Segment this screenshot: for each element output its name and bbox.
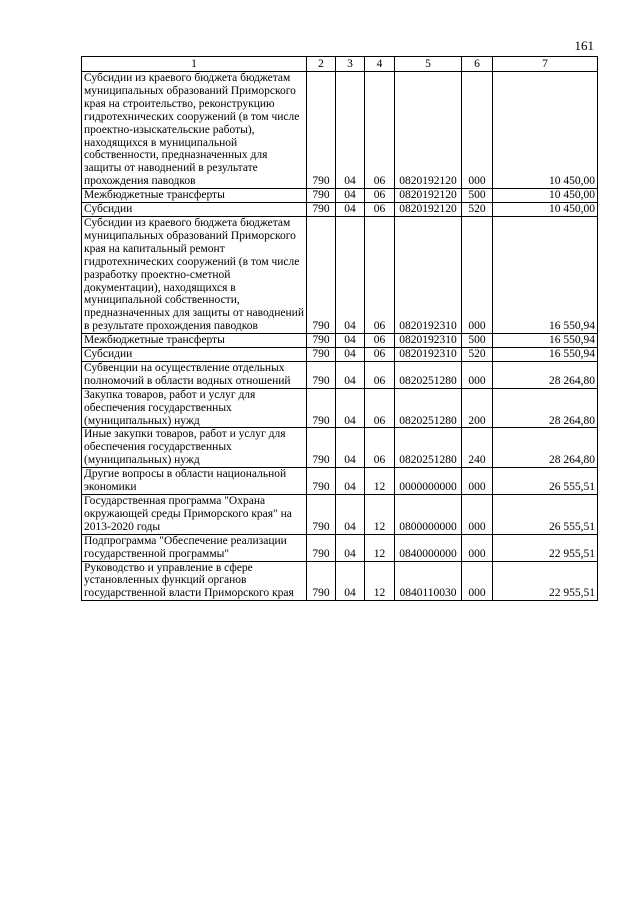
row-code-4-cell: 12: [365, 561, 395, 601]
header-row: [82, 57, 598, 72]
row-amount-cell: 10 450,00: [493, 189, 598, 203]
row-code-2-cell: 790: [307, 388, 336, 428]
row-code-6-cell: 500: [462, 189, 493, 203]
row-name-cell: Государственная программа "Охрана окружающей среды Приморского края" на 2013-2020 годы: [82, 495, 307, 535]
row-amount-cell: 16 550,94: [493, 348, 598, 362]
row-amount-cell: 16 550,94: [493, 216, 598, 333]
row-code-5-cell: 0820251280: [395, 388, 462, 428]
table-row: [82, 361, 598, 388]
budget-table: [81, 56, 598, 601]
row-code-2-cell: 790: [307, 561, 336, 601]
row-code-3-cell: 04: [336, 495, 365, 535]
table-row: [82, 468, 598, 495]
row-code-2-cell: 790: [307, 468, 336, 495]
table-row: [82, 203, 598, 217]
row-code-4-cell: 06: [365, 348, 395, 362]
row-code-4-cell: 06: [365, 216, 395, 333]
table-body: [82, 72, 598, 601]
row-code-2-cell: 790: [307, 203, 336, 217]
row-code-2-cell: 790: [307, 189, 336, 203]
row-amount-cell: 16 550,94: [493, 334, 598, 348]
row-code-4-cell: 06: [365, 203, 395, 217]
row-code-2-cell: 790: [307, 72, 336, 189]
row-code-6-cell: 240: [462, 428, 493, 468]
row-code-5-cell: 0820192120: [395, 203, 462, 217]
row-code-6-cell: 000: [462, 216, 493, 333]
row-code-3-cell: 04: [336, 189, 365, 203]
row-code-5-cell: 0820251280: [395, 361, 462, 388]
table-row: [82, 348, 598, 362]
row-code-3-cell: 04: [336, 216, 365, 333]
row-code-5-cell: 0820192310: [395, 348, 462, 362]
row-code-4-cell: 06: [365, 334, 395, 348]
row-amount-cell: 28 264,80: [493, 428, 598, 468]
row-name-cell: Иные закупки товаров, работ и услуг для обеспечения государственных (муниципальных) нужд: [82, 428, 307, 468]
table-row: [82, 216, 598, 333]
row-code-5-cell: 0820192310: [395, 334, 462, 348]
row-amount-cell: 22 955,51: [493, 534, 598, 561]
row-code-5-cell: 0820192120: [395, 189, 462, 203]
table-row: [82, 495, 598, 535]
header-cell-7: 7: [493, 57, 598, 72]
row-code-6-cell: 000: [462, 72, 493, 189]
table-row: [82, 388, 598, 428]
row-code-4-cell: 06: [365, 388, 395, 428]
table-row: [82, 561, 598, 601]
row-code-3-cell: 04: [336, 561, 365, 601]
row-code-6-cell: 000: [462, 561, 493, 601]
row-name-cell: Субсидии: [82, 203, 307, 217]
row-name-cell: Субвенции на осуществление отдельных полномочий в области водных отношений: [82, 361, 307, 388]
row-name-cell: Субсидии: [82, 348, 307, 362]
row-code-4-cell: 06: [365, 361, 395, 388]
table-row: [82, 534, 598, 561]
row-code-2-cell: 790: [307, 216, 336, 333]
row-code-6-cell: 500: [462, 334, 493, 348]
row-name-cell: Межбюджетные трансферты: [82, 189, 307, 203]
row-code-3-cell: 04: [336, 72, 365, 189]
row-code-4-cell: 12: [365, 534, 395, 561]
row-code-4-cell: 06: [365, 189, 395, 203]
row-name-cell: Закупка товаров, работ и услуг для обеспечения государственных (муниципальных) нужд: [82, 388, 307, 428]
row-code-5-cell: 0820251280: [395, 428, 462, 468]
row-code-3-cell: 04: [336, 468, 365, 495]
row-amount-cell: 28 264,80: [493, 361, 598, 388]
row-code-6-cell: 200: [462, 388, 493, 428]
row-code-4-cell: 06: [365, 72, 395, 189]
row-code-2-cell: 790: [307, 495, 336, 535]
row-code-5-cell: 0820192120: [395, 72, 462, 189]
row-code-5-cell: 0000000000: [395, 468, 462, 495]
row-name-cell: Субсидии из краевого бюджета бюджетам муниципальных образований Приморского края на капитальный ремонт гидротехнических сооружений (в том числе разработку проектно-сметной документации), находящихся в муниципальной собственности, предназначенных для защиты от наводнений в результате прохождения паводков: [82, 216, 307, 333]
row-code-3-cell: 04: [336, 334, 365, 348]
row-code-3-cell: 04: [336, 428, 365, 468]
row-code-2-cell: 790: [307, 348, 336, 362]
row-code-4-cell: 12: [365, 495, 395, 535]
row-code-2-cell: 790: [307, 534, 336, 561]
header-cell-5: 5: [395, 57, 462, 72]
row-name-cell: Другие вопросы в области национальной экономики: [82, 468, 307, 495]
table-row: [82, 72, 598, 189]
row-name-cell: Руководство и управление в сфере установленных функций органов государственной власти Приморского края: [82, 561, 307, 601]
row-code-2-cell: 790: [307, 334, 336, 348]
row-code-3-cell: 04: [336, 534, 365, 561]
row-code-3-cell: 04: [336, 348, 365, 362]
row-code-5-cell: 0840110030: [395, 561, 462, 601]
row-code-5-cell: 0840000000: [395, 534, 462, 561]
table-row: [82, 189, 598, 203]
page-number: 161: [574, 38, 594, 53]
table-row: [82, 428, 598, 468]
row-code-4-cell: 12: [365, 468, 395, 495]
row-name-cell: Субсидии из краевого бюджета бюджетам муниципальных образований Приморского края на строительство, реконструкцию гидротехнических сооружений (в том числе проектно-изыскательские работы), находящихся в муниципальной собственности, предназначенных для защиты от наводнений в результате прохождения паводков: [82, 72, 307, 189]
header-cell-6: 6: [462, 57, 493, 72]
row-code-3-cell: 04: [336, 388, 365, 428]
row-code-3-cell: 04: [336, 203, 365, 217]
row-code-6-cell: 000: [462, 534, 493, 561]
row-code-4-cell: 06: [365, 428, 395, 468]
header-cell-2: 2: [307, 57, 336, 72]
row-name-cell: Межбюджетные трансферты: [82, 334, 307, 348]
row-amount-cell: 10 450,00: [493, 203, 598, 217]
row-code-6-cell: 000: [462, 495, 493, 535]
row-amount-cell: 10 450,00: [493, 72, 598, 189]
header-cell-1: 1: [82, 57, 307, 72]
row-code-6-cell: 520: [462, 348, 493, 362]
row-code-5-cell: 0820192310: [395, 216, 462, 333]
header-cell-4: 4: [365, 57, 395, 72]
row-code-6-cell: 000: [462, 361, 493, 388]
row-amount-cell: 26 555,51: [493, 468, 598, 495]
row-code-3-cell: 04: [336, 361, 365, 388]
row-code-5-cell: 0800000000: [395, 495, 462, 535]
row-amount-cell: 28 264,80: [493, 388, 598, 428]
row-amount-cell: 26 555,51: [493, 495, 598, 535]
row-code-6-cell: 520: [462, 203, 493, 217]
row-code-2-cell: 790: [307, 361, 336, 388]
row-code-6-cell: 000: [462, 468, 493, 495]
table-row: [82, 334, 598, 348]
row-name-cell: Подпрограмма "Обеспечение реализации государственной программы": [82, 534, 307, 561]
header-cell-3: 3: [336, 57, 365, 72]
row-amount-cell: 22 955,51: [493, 561, 598, 601]
row-code-2-cell: 790: [307, 428, 336, 468]
